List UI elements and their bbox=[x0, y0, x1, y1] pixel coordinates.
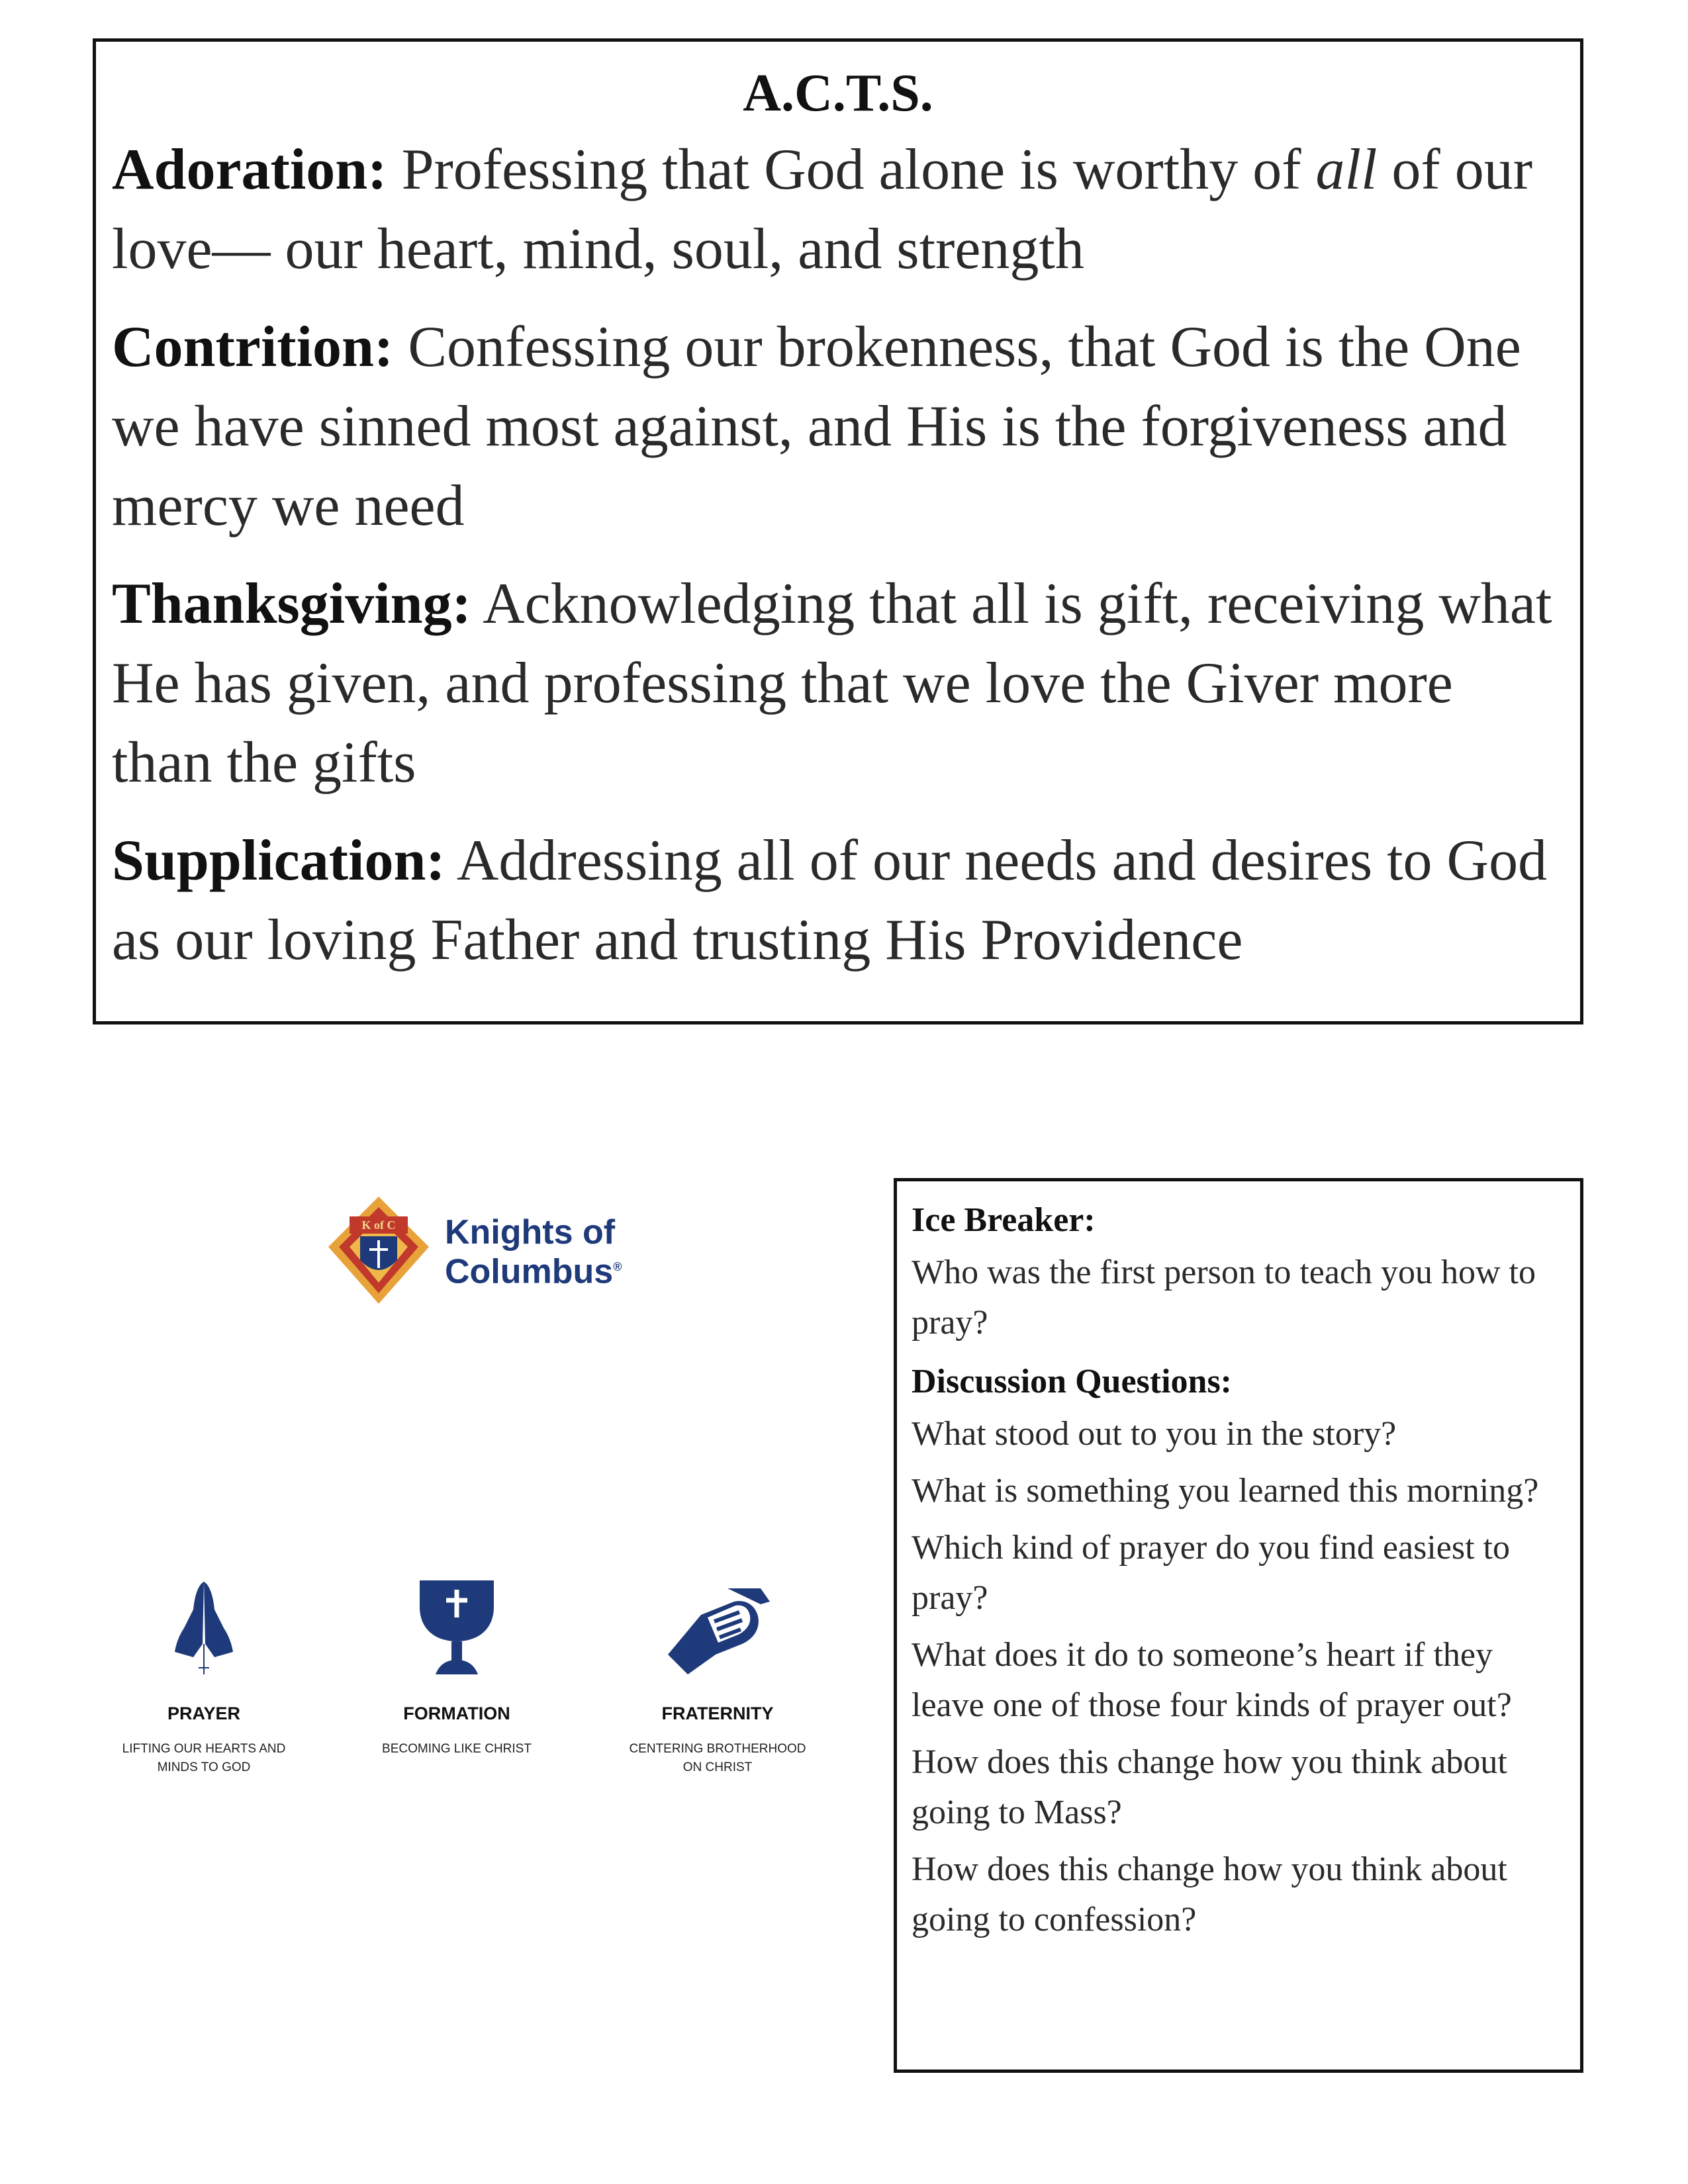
adoration-text-emph: all bbox=[1315, 138, 1378, 202]
discussion-question: Which kind of prayer do you find easiest to pray? bbox=[912, 1529, 1510, 1617]
adoration-text-pre: Professing that God alone is worthy of bbox=[387, 138, 1316, 202]
discussion-question: What does it do to someone’s heart if they leave one of those four kinds of prayer out? bbox=[912, 1636, 1512, 1724]
pillar-formation-title: FORMATION bbox=[403, 1704, 510, 1723]
discussion-panel bbox=[894, 1178, 1583, 2073]
supplication-text: Addressing all of our needs and desires to God as our loving Father and trusting His Providence bbox=[112, 829, 1548, 972]
pillar-prayer-title: PRAYER bbox=[167, 1704, 241, 1723]
pillar-prayer bbox=[98, 1575, 310, 1777]
contrition-text: Confessing our brokenness, that God is the One we have sinned most against, and His is the forgiveness and mercy we need bbox=[112, 315, 1521, 538]
acts-panel bbox=[93, 38, 1583, 1024]
handshake-icon bbox=[661, 1575, 774, 1681]
chalice-icon bbox=[417, 1575, 496, 1681]
thanksgiving-entry bbox=[112, 565, 1564, 803]
discussion-question: What stood out to you in the story? bbox=[912, 1415, 1397, 1453]
pillar-fraternity bbox=[612, 1575, 823, 1777]
pillar-formation bbox=[351, 1575, 563, 1758]
contrition-term: Contrition: bbox=[112, 315, 394, 379]
supplication-entry bbox=[112, 821, 1564, 980]
thanksgiving-term: Thanksgiving: bbox=[112, 572, 471, 636]
pillar-formation-subtitle: BECOMING LIKE CHRIST bbox=[382, 1742, 532, 1756]
logo-wordmark bbox=[445, 1215, 622, 1289]
kofc-crest-icon bbox=[326, 1194, 432, 1306]
pillar-fraternity-title: FRATERNITY bbox=[661, 1704, 774, 1723]
discussion-question: How does this change how you think about going to confession? bbox=[912, 1850, 1507, 1938]
discussion-question: How does this change how you think about going to Mass? bbox=[912, 1743, 1507, 1831]
logo-line-1: Knights of bbox=[445, 1213, 616, 1251]
adoration-text-post: of our love— our heart, mind, soul, and strength bbox=[112, 138, 1533, 281]
logo-line-2: Columbus® bbox=[445, 1252, 622, 1291]
adoration-term: Adoration: bbox=[112, 138, 387, 202]
supplication-term: Supplication: bbox=[112, 829, 445, 893]
praying-hands-icon bbox=[164, 1575, 244, 1681]
pillar-fraternity-subtitle: CENTERING BROTHERHOOD ON CHRIST bbox=[629, 1742, 806, 1774]
svg-text:K of C: K of C bbox=[361, 1218, 396, 1232]
ice-breaker-heading: Ice Breaker: bbox=[912, 1201, 1096, 1239]
contrition-entry bbox=[112, 308, 1564, 546]
adoration-entry bbox=[112, 130, 1564, 289]
ice-breaker-question: Who was the first person to teach you how to pray? bbox=[912, 1253, 1536, 1342]
acts-title: A.C.T.S. bbox=[743, 64, 933, 122]
knights-of-columbus-logo bbox=[326, 1191, 643, 1310]
pillar-prayer-subtitle: LIFTING OUR HEARTS AND MINDS TO GOD bbox=[122, 1742, 286, 1774]
discussion-question: What is something you learned this morning? bbox=[912, 1472, 1539, 1510]
thanksgiving-text: Acknowledging that all is gift, receiving what He has given, and professing that we love the Giver more than the gifts bbox=[112, 572, 1552, 795]
discussion-heading: Discussion Questions: bbox=[912, 1363, 1232, 1400]
